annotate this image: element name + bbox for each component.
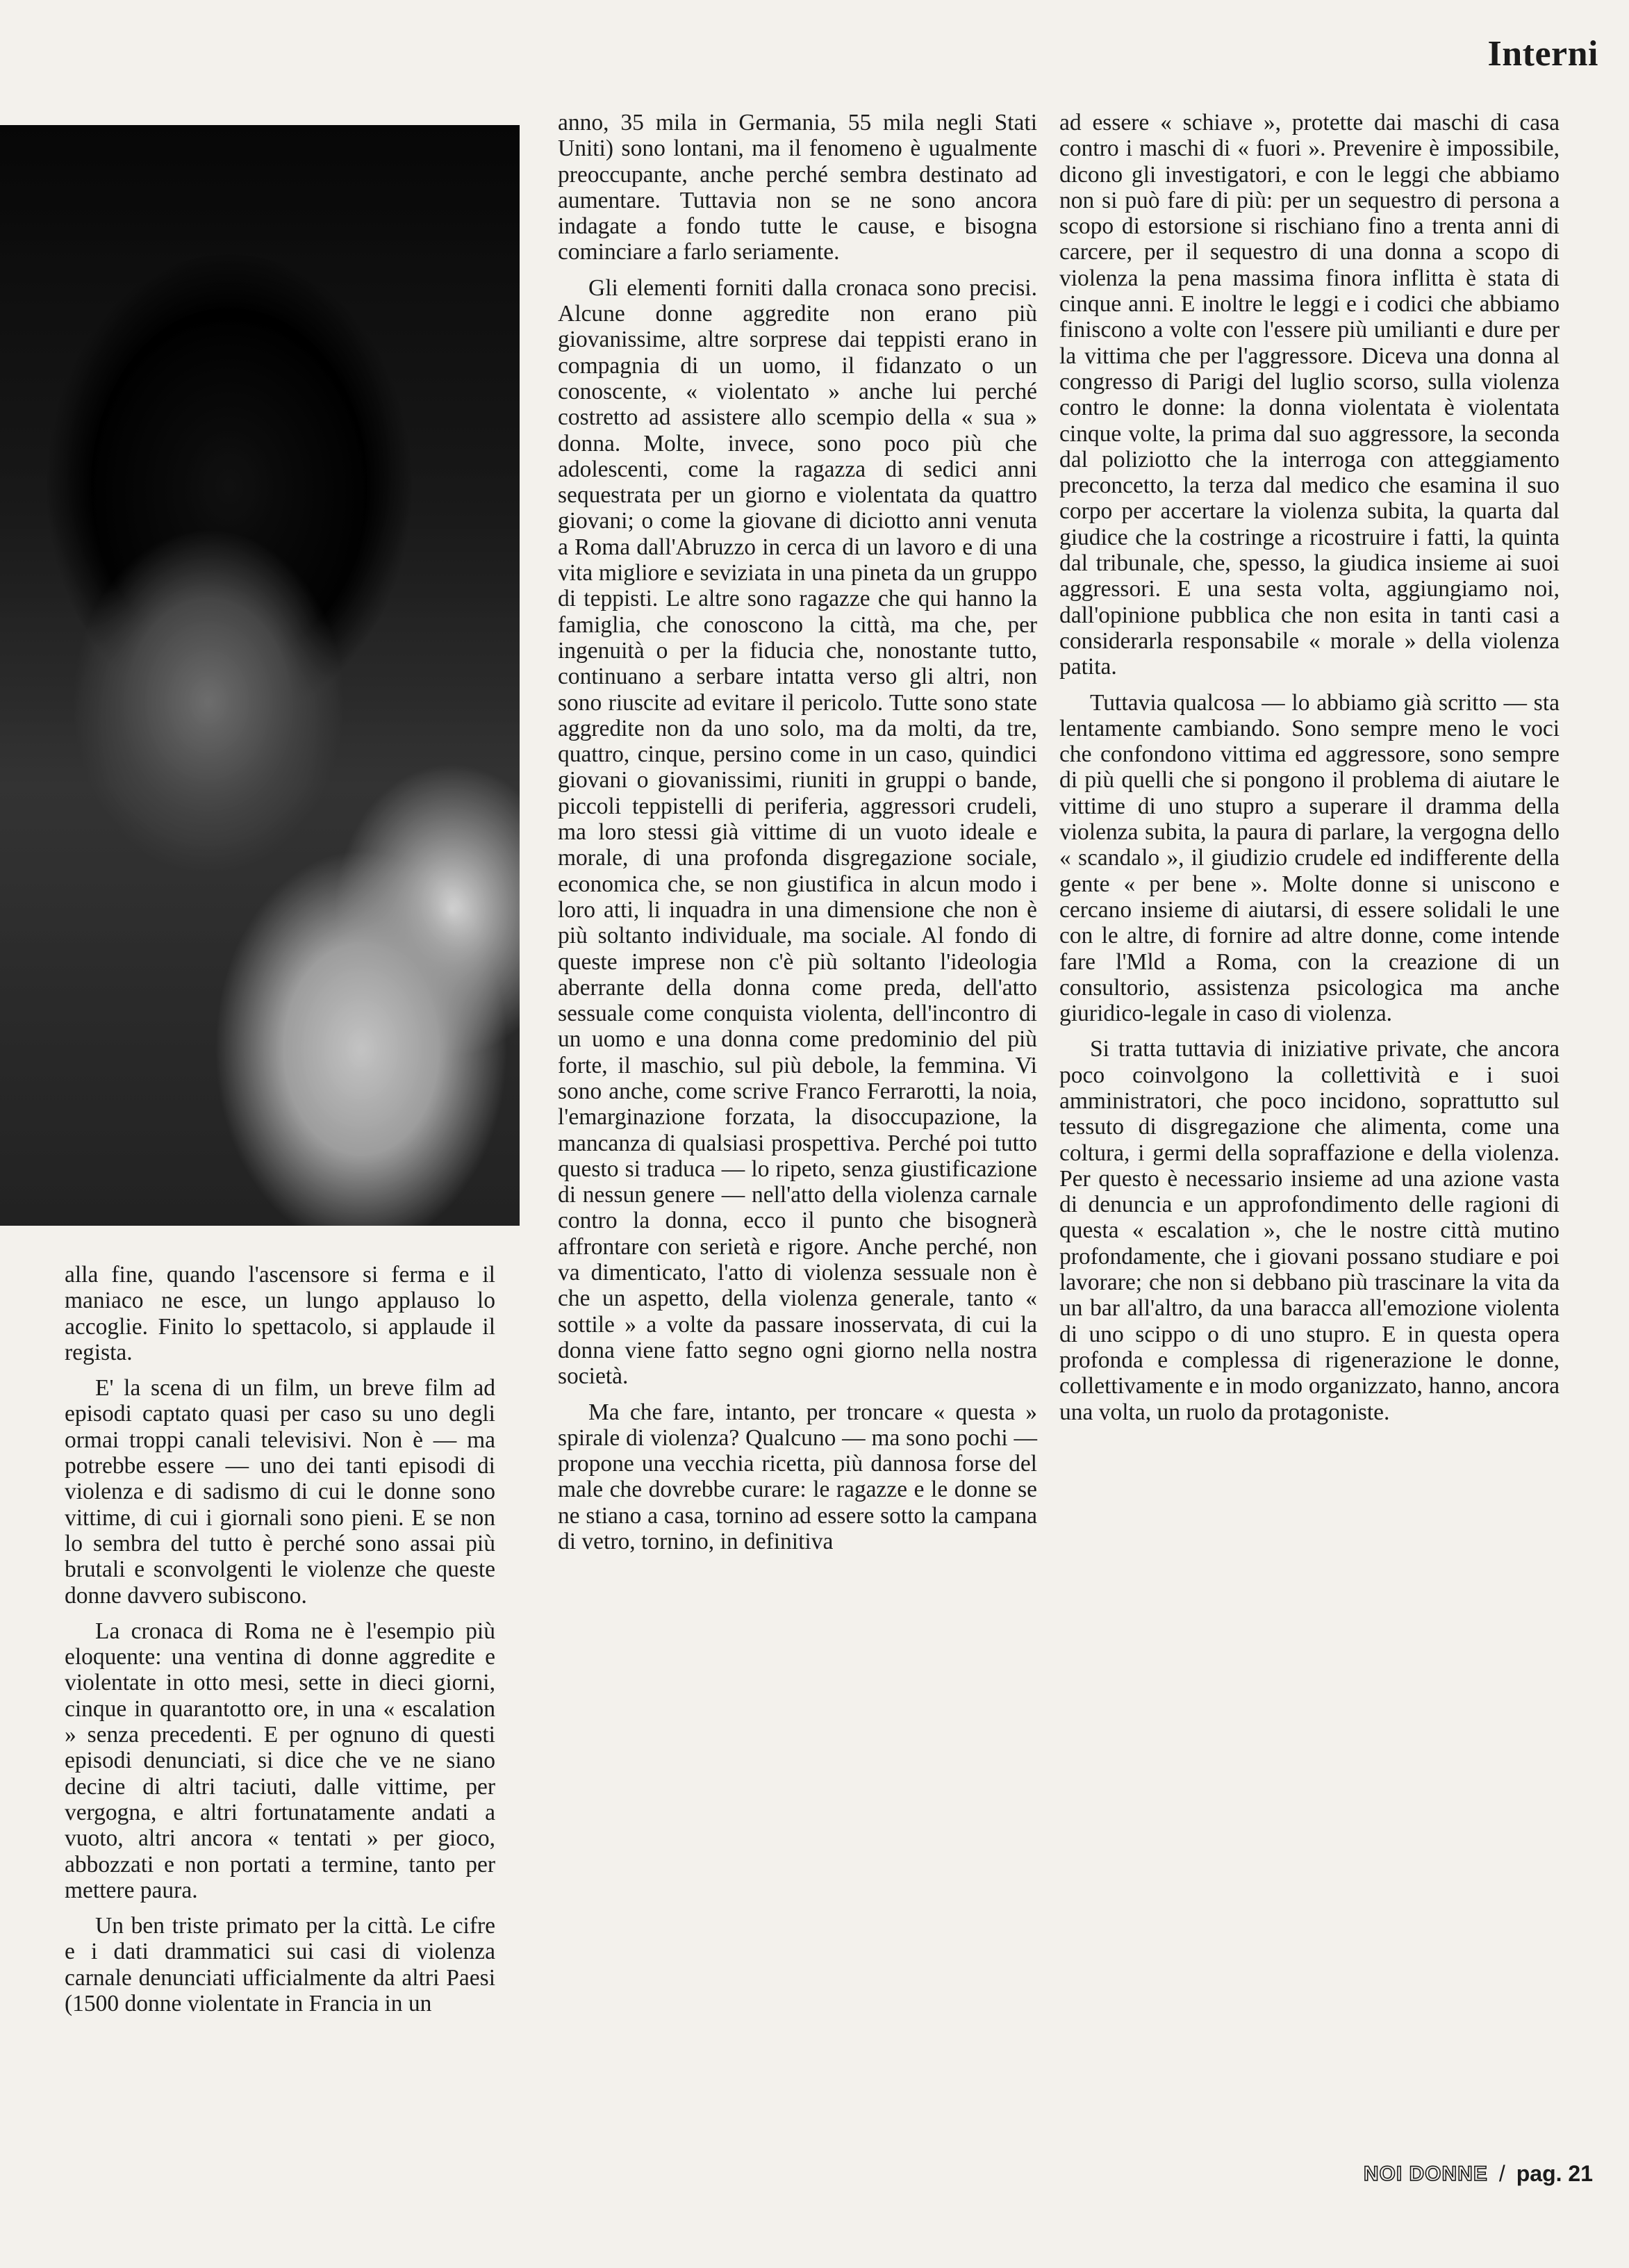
page-footer xyxy=(1364,2161,1593,2187)
paragraph: Tuttavia qualcosa — lo abbiamo già scritto — sta lentamente cambiando. Sono sempre meno le voci che confondono vittima ed aggressore, sono sempre di più quelli che si pongono il problema di aiutare le vittime di uno stupro a superare il dramma della violenza subita, la paura di parlare, la vergogna dello « scandalo », il giudizio crudele ed indifferente della gente « per bene ». Molte donne si uniscono e cercano insieme di aiutarsi, di essere solidali le une con le altre, di fornire ad altre donne, come intende fare l'Mld a Roma, con la creazione di un consultorio, assistenza psicologica ma anche giuridico-legale in caso di violenza. xyxy=(1059,689,1560,1027)
paragraph: La cronaca di Roma ne è l'esempio più eloquente: una ventina di donne aggredite e violentate in otto mesi, sette in dieci giorni, cinque in quarantotto ore, in una « escalation » senza precedenti. E per ognuno di questi episodi denunciati, si dice che ve ne siano decine di altri taciuti, dalle vittime, per vergogna, e altri fortunatamente andati a vuoto, altri ancora « tentati » per gioco, abbozzati e non portati a termine, tanto per mettere paura. xyxy=(65,1618,495,1903)
paragraph: ad essere « schiave », protette dai maschi di casa contro i maschi di « fuori ». Prevenire è impossibile, dicono gli investigatori, e con le leggi che abbiamo non si può fare di più: per un sequestro di persona a scopo di estorsione si rischiano fino a trenta anni di carcere, per il sequestro di una donna a scopo di violenza la pena massima finora inflitta è stata di cinque anni. E inoltre le leggi e i codici che abbiamo finiscono a volte con l'essere più umilianti e dure per la vittima che per l'aggressore. Diceva una donna al congresso di Parigi del luglio scorso, sulla violenza contro le donne: la donna violentata è violentata cinque volte, la prima dal suo aggressore, la seconda dal poliziotto che la interroga con atteggiamento preconcetto, la terza dal medico che esamina il suo corpo per accertare la violenza subita, la quarta dal giudice che la costringe a ricostruire i fatti, la quinta dal tribunale, che, spesso, la giudica insieme ai suoi aggressori. E una sesta volta, aggiungiamo noi, dall'opinione pubblica che non esita in tanti casi a considerarla responsabile « morale » della violenza patita. xyxy=(1059,110,1560,680)
section-label: Interni xyxy=(1487,34,1598,74)
paragraph: E' la scena di un film, un breve film ad episodi captato quasi per caso su uno degli ormai troppi canali televisivi. Non è — ma potrebbe essere — uno dei tanti episodi di violenza e di sadismo di cui le donne sono vittime, di cui i giornali sono pieni. E se non lo sembra del tutto è perché sono assai più brutali e sconvolgenti le violenze che queste donne davvero subiscono. xyxy=(65,1375,495,1609)
page-number: pag. 21 xyxy=(1516,2161,1593,2186)
paragraph: alla fine, quando l'ascensore si ferma e il maniaco ne esce, un lungo applauso lo accoglie. Finito lo spettacolo, si applaude il regista. xyxy=(65,1262,495,1365)
paragraph: Ma che fare, intanto, per troncare « questa » spirale di violenza? Qualcuno — ma sono pochi — propone una vecchia ricetta, più dannosa forse del male che dovrebbe curare: le ragazze e le donne se ne stiano a casa, tornino ad essere sotto la campana di vetro, tornino, in definitiva xyxy=(558,1399,1037,1555)
paragraph: anno, 35 mila in Germania, 55 mila negli Stati Uniti) sono lontani, ma il fenomeno è ugualmente preoccupante, anche perché sembra destinato ad aumentare. Tuttavia non se ne sono ancora indagate a fondo tutte le cause, e bisogna cominciare a farlo seriamente. xyxy=(558,110,1037,265)
article-photo xyxy=(0,125,520,1226)
paragraph: Gli elementi forniti dalla cronaca sono precisi. Alcune donne aggredite non erano più giovanissime, altre sorprese dai teppisti erano in compagnia di un uomo, il fidanzato o un conoscente, « violentato » anche lui perché costretto ad assistere allo scempio della « sua » donna. Molte, invece, sono poco più che adolescenti, come la ragazza di sedici anni sequestrata per un giorno e violentata da quattro giovani; o come la giovane di diciotto anni venuta a Roma dall'Abruzzo in cerca di un lavoro e di una vita migliore e seviziata in una pineta da un gruppo di teppisti. Le altre sono ragazze che qui hanno la famiglia, che conoscono la città, ma che, per ingenuità o per la fiducia che, nonostante tutto, continuano a serbare intatta verso gli altri, non sono riuscite ad evitare il pericolo. Tutte sono state aggredite non da uno solo, ma da molti, da tre, quattro, cinque, persino come in un caso, quindici giovani o giovanissimi, riuniti in gruppi o bande, piccoli teppistelli di periferia, aggressori crudeli, ma loro stessi già vittime di un vuoto ideale e morale, di una profonda disgregazione sociale, economica che, se non giustifica in alcun modo i loro atti, li inquadra in una dimensione che non è più soltanto individuale, ma sociale. Al fondo di queste imprese non c'è più soltanto l'ideologia aberrante della donna come preda, dell'atto sessuale come conquista violenta, dell'incontro di un uomo e una donna come predominio del più forte, il maschio, sul più debole, la femmina. Vi sono anche, come scrive Franco Ferrarotti, la noia, l'emarginazione forzata, la disoccupazione, la mancanza di qualsiasi prospettiva. Perché poi tutto questo si traduca — lo ripeto, senza giustificazione di nessun genere — nell'atto della violenza carnale contro la donna, ecco il punto che bisognerà affrontare con serietà e rigore. Anche perché, non va dimenticato, l'atto di violenza sessuale non è che un aspetto, della violenza generale, tanto « sottile » a volte da passare inosservata, di cui la donna viene fatto segno ogni giorno nella nostra società. xyxy=(558,274,1037,1390)
paragraph: Si tratta tuttavia di iniziative private, che ancora poco coinvolgono la collettività e i suoi amministratori, che poco incidono, soprattutto sul tessuto di disgregazione che alimenta, come una coltura, i germi della sopraffazione e della violenza. Per questo è necessario insieme ad una azione vasta di denuncia e un approfondimento delle ragioni di questa « escalation », che le nostre città mutino profondamente, che i giovani possano studiare e poi lavorare; che non si debbano più trascinare la vita da un bar all'altro, da una baracca all'emozione violenta di uno scippo o di uno stupro. E in questa opera profonda e complessa di rigenerazione le donne, collettivamente e in modo organizzato, hanno, ancora una volta, un ruolo da protagoniste. xyxy=(1059,1036,1560,1425)
article-column-2 xyxy=(558,110,1037,1554)
article-column-3 xyxy=(1059,110,1560,1425)
article-column-1 xyxy=(65,1262,495,2016)
magazine-logo: NOI DONNE xyxy=(1363,2162,1488,2185)
footer-separator: / xyxy=(1498,2161,1505,2186)
paragraph: Un ben triste primato per la città. Le cifre e i dati drammatici sui casi di violenza carnale denunciati ufficialmente da altri Paesi (1500 donne violentate in Francia in un xyxy=(65,1913,495,2017)
